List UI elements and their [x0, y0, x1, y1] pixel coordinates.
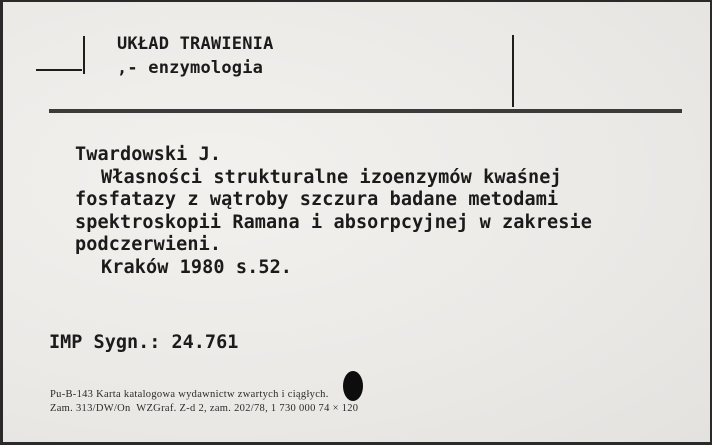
entry-title-line: fosfatazy z wątroby szczura badane metodami [75, 189, 559, 210]
heading-right-vertical-line [512, 35, 514, 107]
entry-title-line: podczerwieni. [75, 234, 222, 255]
entry-title-line: spektroskopii Ramana i absorpcyjnej w zakresie [75, 211, 592, 233]
subject-heading [117, 32, 274, 80]
call-number: IMP Sygn.: 24.761 [49, 332, 239, 353]
footer-line: Zam. 313/DW/On WZGraf. Z-d 2, zam. 202/78, 1 730 000 74 × 120 [50, 403, 359, 414]
entry-imprint: Kraków 1980 s.52. [101, 256, 293, 278]
card-printer-footer [50, 388, 358, 416]
heading-divider-rule [49, 109, 682, 113]
entry-author: Twardowski J. [75, 144, 222, 165]
heading-left-horizontal-line [36, 69, 82, 71]
card-punch-hole [343, 371, 363, 401]
subject-heading-sub: ,- enzymologia [117, 58, 264, 78]
heading-left-vertical-line [83, 36, 85, 74]
subject-heading-main: UKŁAD TRAWIENIA [117, 34, 274, 54]
entry-title-line: Własności strukturalne izoenzymów kwaśnej [101, 166, 562, 188]
footer-line: Pu-B-143 Karta katalogowa wydawnictw zwartych i ciągłych. [50, 389, 329, 400]
bibliographic-entry [75, 144, 592, 279]
